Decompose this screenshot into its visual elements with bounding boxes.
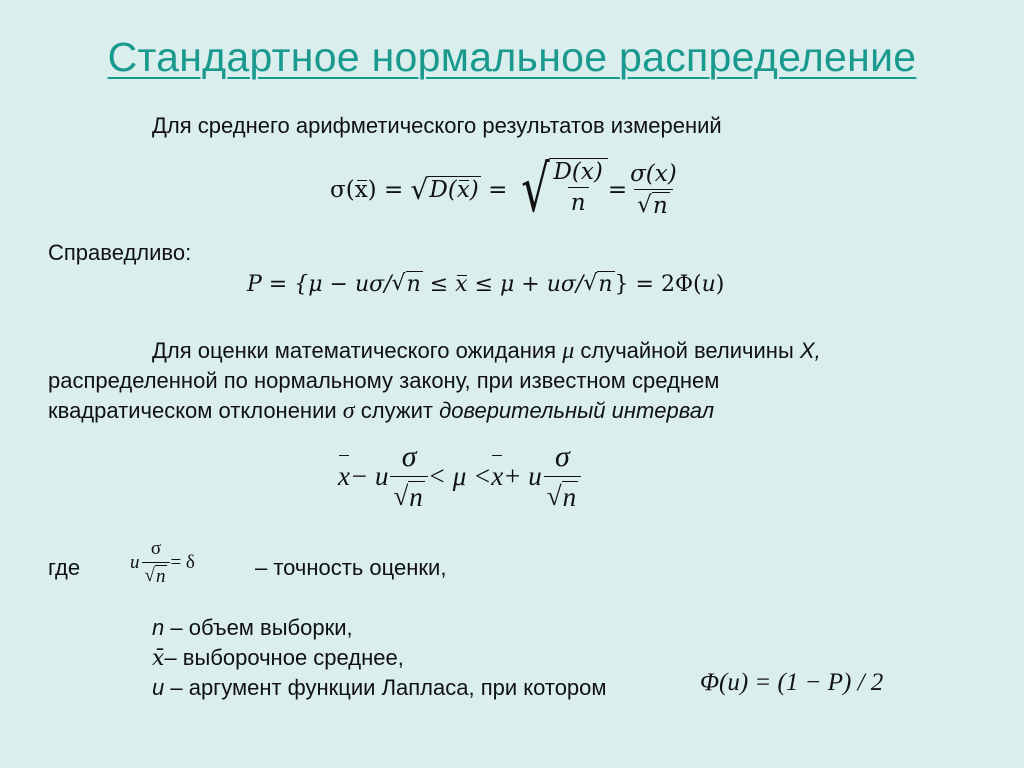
formula-delta: u σ √ n = δ bbox=[130, 538, 195, 588]
sqrt-variance: √ D(x) bbox=[410, 173, 479, 206]
def-xbar: x̄– выборочное среднее, bbox=[152, 645, 404, 671]
def-n: n – объем выборки, bbox=[152, 615, 353, 640]
sqrt-fraction: √ $\frac{D(x)}{n}$ bbox=[515, 158, 608, 222]
fraction-denominator: n bbox=[568, 187, 589, 216]
def-u: u – аргумент функции Лапласа, при котором bbox=[152, 675, 607, 700]
para-line-1: Для оценки математического ожидания μ случайной величины X, bbox=[152, 338, 821, 364]
formula-interval: x − u σ √ n < μ < x + u σ √ n bbox=[338, 440, 581, 513]
fraction-denominator-2: √ n bbox=[634, 189, 672, 220]
sigma-symbol: σ bbox=[342, 398, 355, 424]
fraction-numerator: D(x) bbox=[553, 159, 603, 185]
formula-sigma-mean: σ(x) = √ D(x) = √ $\frac{D(x)}{n}$ = σ(x) √ n bbox=[330, 158, 680, 222]
precision-text: – точность оценки, bbox=[255, 555, 447, 580]
intro-text: Для среднего арифметического результатов измерений bbox=[152, 113, 722, 138]
para-line-2: распределенной по нормальному закону, при известном среднем bbox=[48, 368, 720, 393]
formula-laplace: Φ(u) = (1 − P) / 2 bbox=[700, 669, 884, 696]
slide-title: Стандартное нормальное распределение bbox=[107, 34, 917, 80]
fraction-numerator-2: σ(x) bbox=[630, 160, 677, 187]
mu-symbol: μ bbox=[562, 338, 575, 364]
where-label: где bbox=[48, 555, 81, 580]
para-line-3: квадратическом отклонении σ служит доверительный интервал bbox=[48, 398, 715, 424]
fairly-label: Справедливо: bbox=[48, 240, 192, 265]
formula-probability: P = {μ − uσ/ √ n ≤ x ≤ μ + uσ/ √ n } = 2Φ(u) bbox=[247, 271, 725, 297]
formula-lhs: σ(x) = bbox=[330, 177, 411, 203]
